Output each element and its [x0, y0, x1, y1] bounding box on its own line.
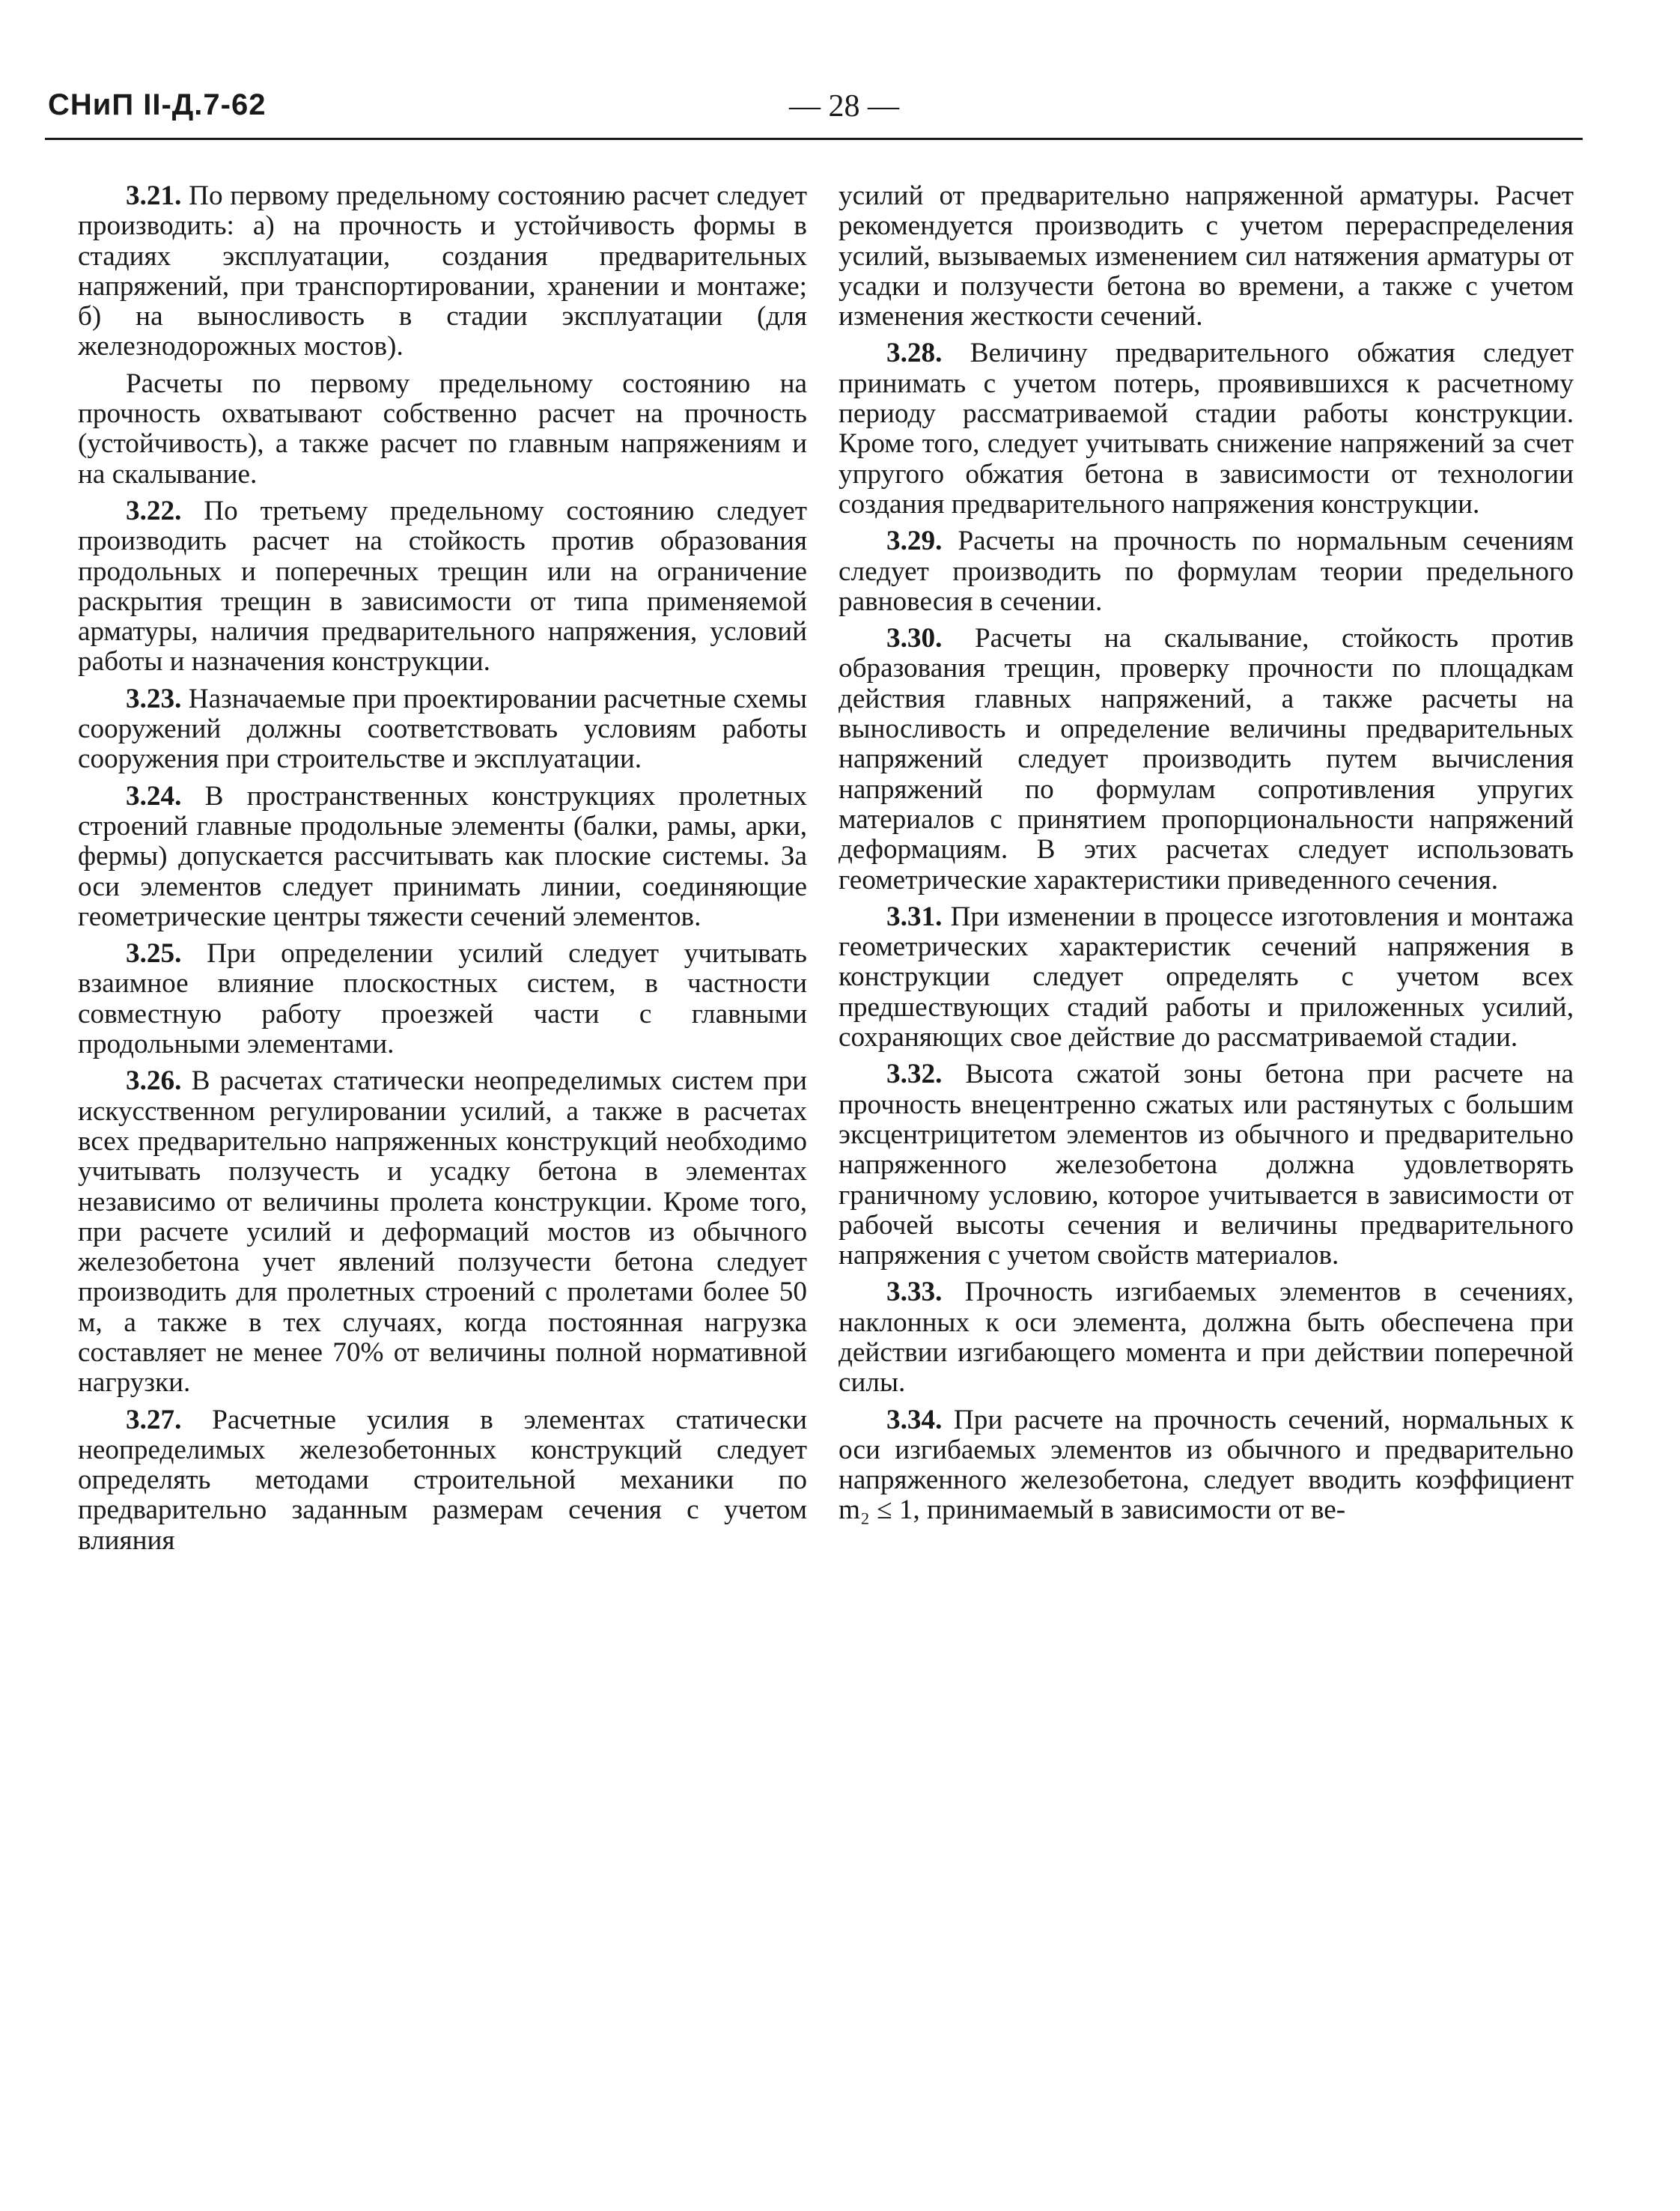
paragraph [78, 496, 807, 678]
paragraph [78, 782, 807, 932]
paragraph-text: При определении усилий следует учитывать взаимное влияние плоскостных систем, в частности совместную работу проезжей части с главными продольными элементами. [78, 938, 808, 1060]
paragraph-text: Расчеты на скалывание, стойкость против образования трещин, проверку прочности по площадкам действия главных напряжений, а также расчеты на выносливость и определение величины предварительных напряжений следует производить путем вычисления напряжений по формулам сопротивления упругих материалов с принятием пропорциональности напряжений деформациям. В этих расчетах следует использовать геометрические характеристики приведенного сечения. [839, 623, 1574, 895]
clause-number: 3.30. [886, 623, 943, 654]
paragraph-text: усилий от предварительно напряженной арматуры. Расчет рекомендуется производить с учетом перераспределения усилий, вызываемых изменением сил натяжения арматуры от усадки и ползучести бетона во времени, а также с учетом изменения жесткости сечений. [839, 180, 1574, 332]
clause-number: 3.34. [886, 1404, 943, 1435]
paragraph-text: При расчете на прочность сечений, нормальных к оси изгибаемых элементов из обычного и предварительно напряженного железобетона, следует вводить коэффициент m₂ ≤ 1, принимаемый в зависимости от ве- [839, 1404, 1574, 1526]
header-rule [45, 138, 1583, 140]
clause-number: 3.33. [886, 1277, 943, 1308]
paragraph-text: Расчеты на прочность по нормальным сечениям следует производить по формулам теории предельного равновесия в сечении. [839, 526, 1574, 617]
clause-number: 3.29. [886, 526, 943, 557]
paragraph-text: Высота сжатой зоны бетона при расчете на прочность внецентренно сжатых или растянутых с большим эксцентрицитетом элементов из обычного и предварительно напряженного железобетона должна удовлетворять граничному условию, которое учитывается в зависимости от рабочей высоты сечения и величины предварительного напряжения с учетом свойств материалов. [839, 1059, 1574, 1271]
paragraph [78, 181, 807, 362]
page-header [48, 88, 1583, 133]
paragraph-text: По третьему предельному состоянию следует производить расчет на стойкость против образования продольных и поперечных трещин или на ограничение раскрытия трещин в зависимости от типа применяемой арматуры, наличия предварительного напряжения, условий работы и назначения конструкции. [78, 495, 807, 678]
paragraph [78, 1066, 807, 1398]
paragraph [839, 526, 1574, 617]
clause-number: 3.25. [126, 938, 182, 970]
paragraph [78, 939, 807, 1059]
clause-number: 3.27. [126, 1404, 182, 1435]
paragraph [839, 338, 1574, 520]
paragraph [839, 902, 1574, 1053]
paragraph-text: По первому предельному состоянию расчет следует производить: а) на прочность и устойчивость формы в стадиях эксплуатации, создания предварительных напряжений, при транспортировании, хранении и монтаже; б) на выносливость в стадии эксплуатации (для железнодорожных мостов). [78, 180, 808, 362]
paragraph-text: При изменении в процессе изготовления и монтажа геометрических характеристик сечений напряжения в конструкции следует определять с учетом всех предшествующих стадий работы и приложенных усилий, сохраняющих свое действие до рассматриваемой стадии. [839, 901, 1574, 1053]
paragraph-text: Расчеты по первому предельному состоянию на прочность охватывают собственно расчет на прочность (устойчивость), а также расчет по главным напряжениям и на скалывание. [78, 368, 807, 490]
right-column [839, 181, 1574, 1533]
clause-number: 3.28. [886, 338, 943, 369]
paragraph-text: Назначаемые при проектировании расчетные схемы сооружений должны соответствовать условиям работы сооружения при строительстве и эксплуатации. [78, 683, 807, 775]
clause-number: 3.32. [886, 1059, 943, 1090]
left-column [78, 181, 807, 1563]
paragraph [839, 1277, 1574, 1398]
paragraph-text: Величину предварительного обжатия следует принимать с учетом потерь, проявившихся к расчетному периоду рассматриваемой стадии работы конструкции. Кроме того, следует учитывать снижение напряжений за счет упругого обжатия бетона в зависимости от технологии создания предварительного напряжения конструкции. [839, 338, 1574, 520]
paragraph [839, 181, 1574, 332]
clause-number: 3.23. [126, 683, 182, 714]
paragraph [78, 369, 807, 490]
paragraph [839, 624, 1574, 895]
paragraph [839, 1405, 1574, 1526]
clause-number: 3.24. [126, 780, 182, 812]
page-number: — 28 — [789, 89, 899, 124]
document-code: СНиП II-Д.7-62 [48, 88, 267, 121]
paragraph [839, 1059, 1574, 1271]
clause-number: 3.31. [886, 901, 943, 932]
paragraph [78, 684, 807, 775]
paragraph [78, 1405, 807, 1556]
clause-number: 3.21. [126, 180, 182, 211]
paragraph-text: Расчетные усилия в элементах статически неопределимых железобетонных конструкций следует определять методами строительной механики по предварительно заданным размерам сечения с учетом влияния [78, 1404, 807, 1556]
paragraph-text: В расчетах статически неопределимых систем при искусственном регулировании усилий, а также в расчетах всех предварительно напряженных конструкций необходимо учитывать ползучесть и усадку бетона в элементах независимо от величины пролета конструкции. Кроме того, при расчете усилий и деформаций мостов из обычного железобетона учет явлений ползучести бетона следует производить для пролетных строений с пролетами более 50 м, а также в тех случаях, когда постоянная нагрузка составляет не менее 70% от величины полной нормативной нагрузки. [78, 1065, 807, 1399]
clause-number: 3.26. [126, 1065, 182, 1097]
paragraph-text: В пространственных конструкциях пролетных строений главные продольные элементы (балки, рамы, арки, фермы) допускается рассчитывать как плоские системы. За оси элементов следует принимать линии, соединяющие геометрические центры тяжести сечений элементов. [78, 780, 807, 932]
paragraph-text: Прочность изгибаемых элементов в сечениях, наклонных к оси элемента, должна быть обеспечена при действии изгибающего момента и при действии поперечной силы. [839, 1277, 1574, 1399]
clause-number: 3.22. [126, 495, 182, 526]
